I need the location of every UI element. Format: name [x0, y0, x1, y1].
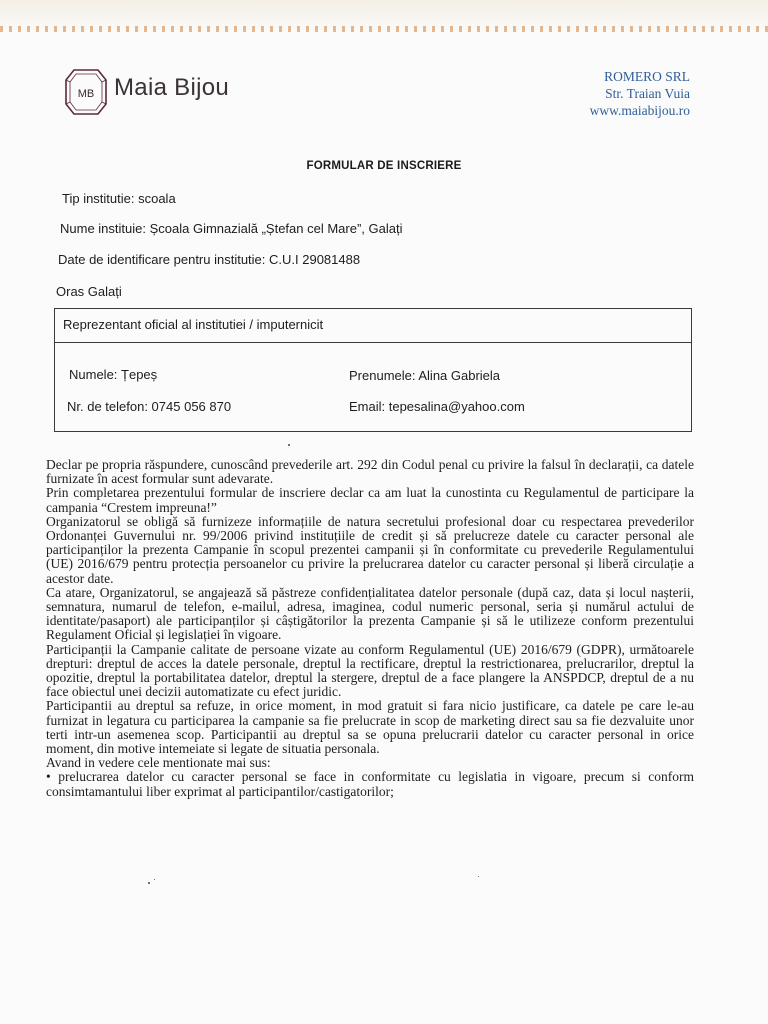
scan-speck [478, 876, 479, 877]
institution-city: Oras Galați [56, 284, 122, 299]
institution-identification: Date de identificare pentru institutie: C.U.I 29081488 [58, 252, 361, 267]
company-name: ROMERO SRL [604, 69, 690, 84]
scan-speck [154, 879, 155, 880]
representative-box [54, 308, 692, 432]
form-title: FORMULAR DE INSCRIERE [306, 160, 462, 172]
institution-name: Nume instituie: Școala Gimnazială „Ștefan cel Mare”, Galați [60, 221, 403, 236]
scan-top-edge [0, 0, 768, 34]
brand-logo [64, 68, 264, 116]
declaration-paragraph: Declar pe propria răspundere, cunoscând prevederile art. 292 din Codul penal cu privire la falsul în declarații, ca datele furnizate în acest formular sunt adevarate. [46, 457, 694, 487]
declaration-paragraph: Prin completarea prezentului formular de inscriere declar ca am luat la cunostinta cu Regulamentul de participare la campania “Crestem impreuna!” [46, 485, 694, 515]
declaration-paragraph: • prelucrarea datelor cu caracter personal se face in conformitate cu legislatia in vigoare, precum si conform consimtamantului liber exprimat al participantilor/castigatorilor; [46, 769, 694, 799]
representative-email: Email: tepesalina@yahoo.com [349, 399, 525, 414]
declaration-paragraph: Participantii au dreptul sa refuze, in orice moment, in mod gratuit si fara nicio justificare, ca datele pe care le-au furnizat in legatura cu participarea la campanie sa fie prelucrate in scop de marketing direct sau sa fie dezvaluite unor terti intr-un asemenea scop. Participantii au dreptul sa se opuna prelucrarii datelor cu caracter personal in orice moment, din motive intemeiate si legate de situatia personala. [46, 698, 694, 757]
gem-logo-icon [64, 68, 108, 116]
brand-name: Maia Bijou [114, 74, 230, 101]
declaration-text [46, 458, 694, 799]
svg-text:MB: MB [77, 88, 95, 100]
scan-speck [148, 882, 150, 884]
declaration-paragraph: Ca atare, Organizatorul, se angajează să păstreze confidențialitatea datelor personale (după caz, data și locul nașterii, semnatura, numarul de telefon, e-mailul, adresa, imaginea, codul numeric personal, seria și numărul actului de identitate/pasaport) ale participanților și câștigătorilor la prezenta Campanie și să le utilizeze conform prezentului Regulament Oficial și legislației în vigoare. [46, 584, 694, 643]
representative-box-title: Reprezentant oficial al institutiei / imputernicit [63, 317, 324, 332]
scan-speck [288, 444, 290, 446]
company-street: Str. Traian Vuia [605, 86, 690, 101]
company-address-block [590, 68, 690, 119]
representative-last-name: Numele: Țepeș [69, 367, 158, 382]
declaration-paragraph: Organizatorul se obligă să furnizeze informațiile de natura secretului profesional doar cu respectarea prevederilor Ordonanței Guvernului nr. 99/2006 privind instituțiile de credit și să prelucreze datele cu caracter personal ale participanților la prezenta Campanie în scopul prezentei campanii și în conformitate cu prevederile Regulamentului (UE) 2016/679 pentru protecția persoanelor cu privire la prelucrarea datelor cu caracter personal și liberă circulație a acestor date. [46, 513, 694, 586]
institution-type: Tip institutie: scoala [62, 191, 176, 206]
company-website: www.maiabijou.ro [589, 103, 690, 118]
declaration-paragraph: Avand in vedere cele mentionate mai sus: [46, 755, 271, 771]
representative-first-name: Prenumele: Alina Gabriela [349, 368, 501, 383]
declaration-paragraph: Participanții la Campanie calitate de persoane vizate au conform Regulamentul (UE) 2016/679 (GDPR), următoarele drepturi: dreptul de acces la datele personale, dreptul la rectificare, dreptul la restrictionarea, prelucrarilor, dreptul la opozitie, dreptul la portabilitatea datelor, dreptul la stergere, dreptul de a face plangere la ANSPDCP, dreptul de a nu face obiectul unei decizii automatizate cu efect juridic. [46, 641, 694, 700]
box-divider [55, 342, 691, 343]
representative-phone: Nr. de telefon: 0745 056 870 [67, 399, 232, 414]
